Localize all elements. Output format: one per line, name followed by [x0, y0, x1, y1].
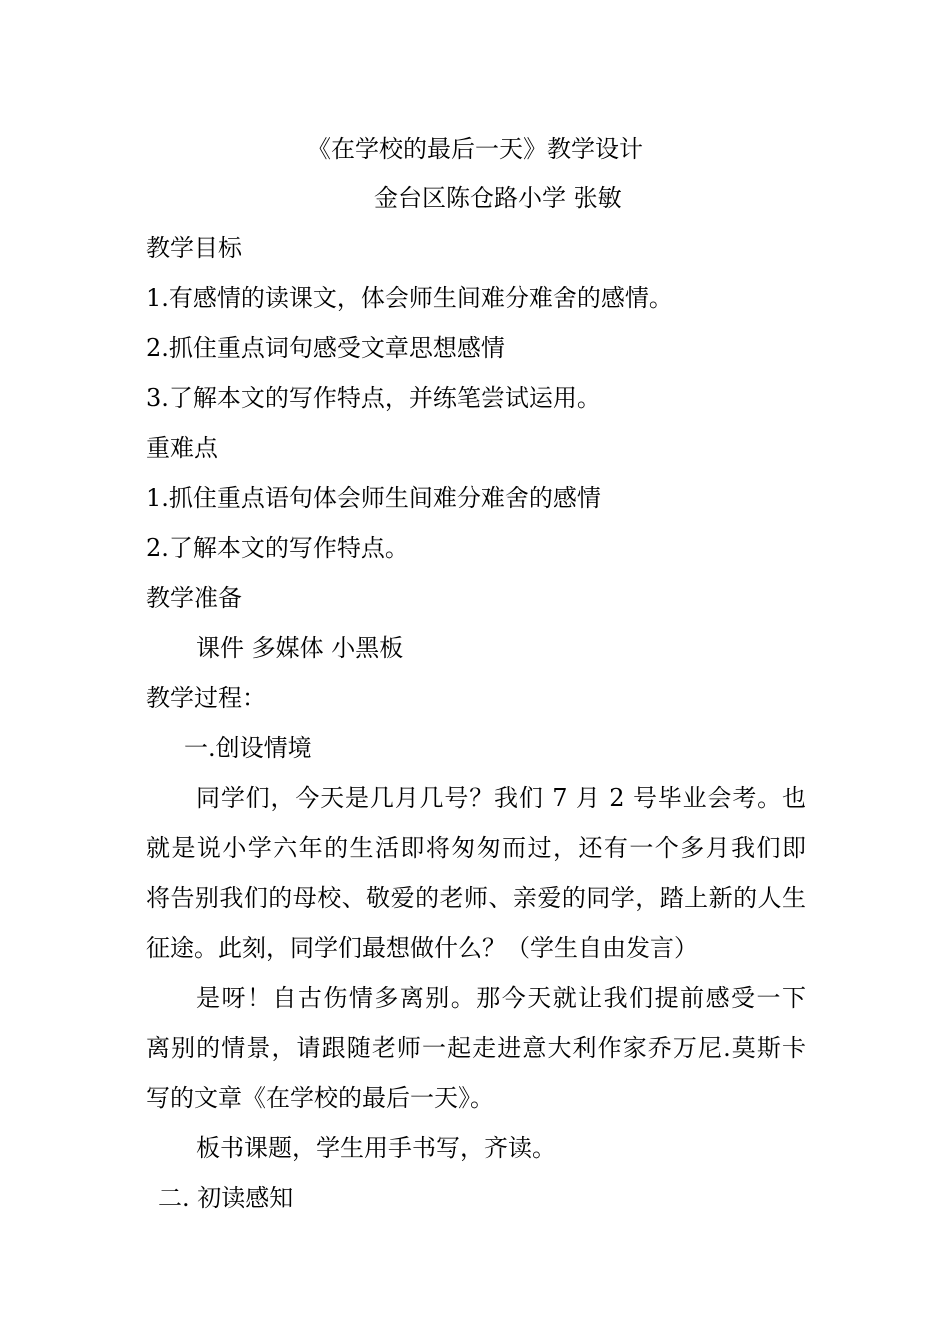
- goals-heading: 教学目标: [146, 234, 242, 262]
- paragraph-line: 是呀！自古伤情多离别。那今天就让我们提前感受一下: [196, 984, 806, 1012]
- author-line: 金台区陈仓路小学 张敏: [374, 184, 622, 212]
- preparation-content: 课件 多媒体 小黑板: [196, 634, 404, 662]
- paragraph-line: 板书课题，学生用手书写，齐读。: [196, 1134, 556, 1162]
- paragraph-line: 同学们，今天是几月几号？我们 7 月 2 号毕业会考。也: [196, 784, 806, 812]
- paragraph-line: 写的文章《在学校的最后一天》。: [146, 1084, 494, 1112]
- paragraph-line: 离别的情景，请跟随老师一起走进意大利作家乔万尼.莫斯卡: [146, 1034, 806, 1062]
- preparation-heading: 教学准备: [146, 584, 242, 612]
- section-heading: 二. 初读感知: [158, 1184, 294, 1212]
- process-heading: 教学过程：: [146, 684, 266, 712]
- goal-item: 2.抓住重点词句感受文章思想感情: [146, 334, 505, 362]
- paragraph-line: 征途。此刻，同学们最想做什么？（学生自由发言）: [146, 934, 698, 962]
- paragraph-line: 将告别我们的母校、敬爱的老师、亲爱的同学，踏上新的人生: [146, 884, 806, 912]
- key-points-heading: 重难点: [146, 434, 218, 462]
- key-point-item: 1.抓住重点语句体会师生间难分难舍的感情: [146, 484, 601, 512]
- goal-item: 3.了解本文的写作特点，并练笔尝试运用。: [146, 384, 601, 412]
- document-title: 《在学校的最后一天》教学设计: [307, 135, 643, 163]
- key-point-item: 2.了解本文的写作特点。: [146, 534, 409, 562]
- section-heading: 一.创设情境: [184, 734, 312, 762]
- goal-item: 1.有感情的读课文，体会师生间难分难舍的感情。: [146, 284, 673, 312]
- paragraph-line: 就是说小学六年的生活即将匆匆而过，还有一个多月我们即: [146, 834, 806, 862]
